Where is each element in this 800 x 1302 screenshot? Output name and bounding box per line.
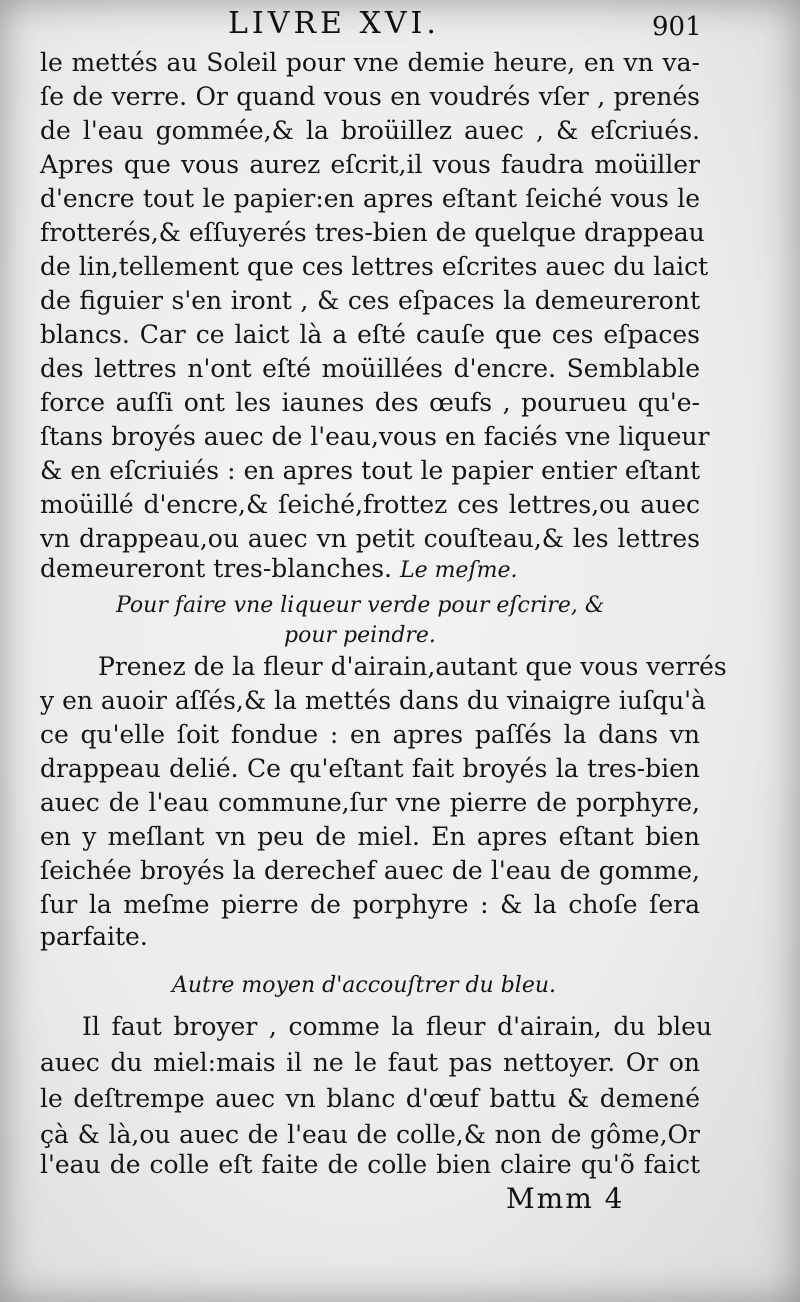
inline-caption: Le meſme.	[399, 558, 518, 583]
text-line: ce qu'elle ſoit fondue : en apres paſſés la dans vn	[40, 720, 700, 749]
section-heading: Pour faire vne liqueur verde pour eſcrire, &	[116, 593, 605, 618]
text-line: & en eſcriuiés : en apres tout le papier entier eſtant	[40, 456, 700, 485]
text-line: de l'eau gommée,& la broüillez auec , & eſcriués.	[40, 116, 700, 145]
signature-mark: Mmm 4	[506, 1182, 625, 1215]
text-line: en y meſlant vn peu de miel. En apres eſtant bien	[40, 822, 700, 851]
text-line: d'encre tout le papier:en apres eſtant ſeiché vous le	[40, 184, 700, 213]
text-line: Apres que vous aurez eſcrit,il vous faudra moüiller	[40, 150, 700, 179]
text-line: vn drappeau,ou auec vn petit couſteau,& les lettres	[40, 524, 700, 553]
text-line: Il faut broyer , comme la fleur d'airain, du bleu	[82, 1012, 712, 1041]
text-line: de lin,tellement que ces lettres eſcrites auec du laict	[40, 252, 709, 281]
text-line: force auſſi ont les iaunes des œufs , pourueu qu'e-	[40, 388, 700, 417]
text-line: parfaite.	[40, 922, 148, 951]
text-line: y en auoir aſſés,& la mettés dans du vinaigre iuſqu'à	[40, 686, 706, 715]
text-line: drappeau delié. Ce qu'eſtant fait broyés la tres-bien	[40, 754, 700, 783]
running-head-title: LIVRE XVI.	[228, 6, 440, 41]
section-heading-continuation: pour peindre.	[284, 623, 436, 648]
page-number: 901	[652, 12, 702, 42]
text-line: frotterés,& eſſuyerés tres-bien de quelque drappeau	[40, 218, 705, 247]
text-line: ſeichée broyés la derechef auec de l'eau de gomme,	[40, 856, 700, 885]
running-head	[0, 6, 800, 46]
text-line	[40, 554, 517, 586]
text-line: ſe de verre. Or quand vous en voudrés vſer , prenés	[40, 82, 700, 111]
text-line: blancs. Car ce laict là a eſté cauſe que ces eſpaces	[40, 320, 700, 349]
text-line-content: demeureront tres-blanches.	[40, 554, 392, 583]
text-line: ſtans broyés auec de l'eau,vous en faciés vne liqueur	[40, 422, 710, 451]
text-line: de figuier s'en iront , & ces eſpaces la demeureront	[40, 286, 700, 315]
text-line: des lettres n'ont eſté moüillées d'encre. Semblable	[40, 354, 700, 383]
text-line: le deſtrempe auec vn blanc d'œuf battu & demené	[40, 1084, 700, 1113]
text-line: le mettés au Soleil pour vne demie heure, en vn va-	[40, 48, 700, 77]
text-line: l'eau de colle eſt faite de colle bien claire qu'õ faict	[40, 1150, 700, 1179]
text-line: çà & là,ou auec de l'eau de colle,& non de gôme,Or	[40, 1120, 700, 1149]
text-line: moüillé d'encre,& ſeiché,frottez ces lettres,ou auec	[40, 490, 700, 519]
text-line: auec de l'eau commune,ſur vne pierre de porphyre,	[40, 788, 700, 817]
section-heading: Autre moyen d'accouſtrer du bleu.	[172, 973, 557, 998]
text-line: auec du miel:mais il ne le faut pas nettoyer. Or on	[40, 1048, 700, 1077]
text-line: ſur la meſme pierre de porphyre : & la choſe ſera	[40, 890, 700, 919]
text-line: Prenez de la fleur d'airain,autant que vous verrés	[98, 652, 727, 681]
